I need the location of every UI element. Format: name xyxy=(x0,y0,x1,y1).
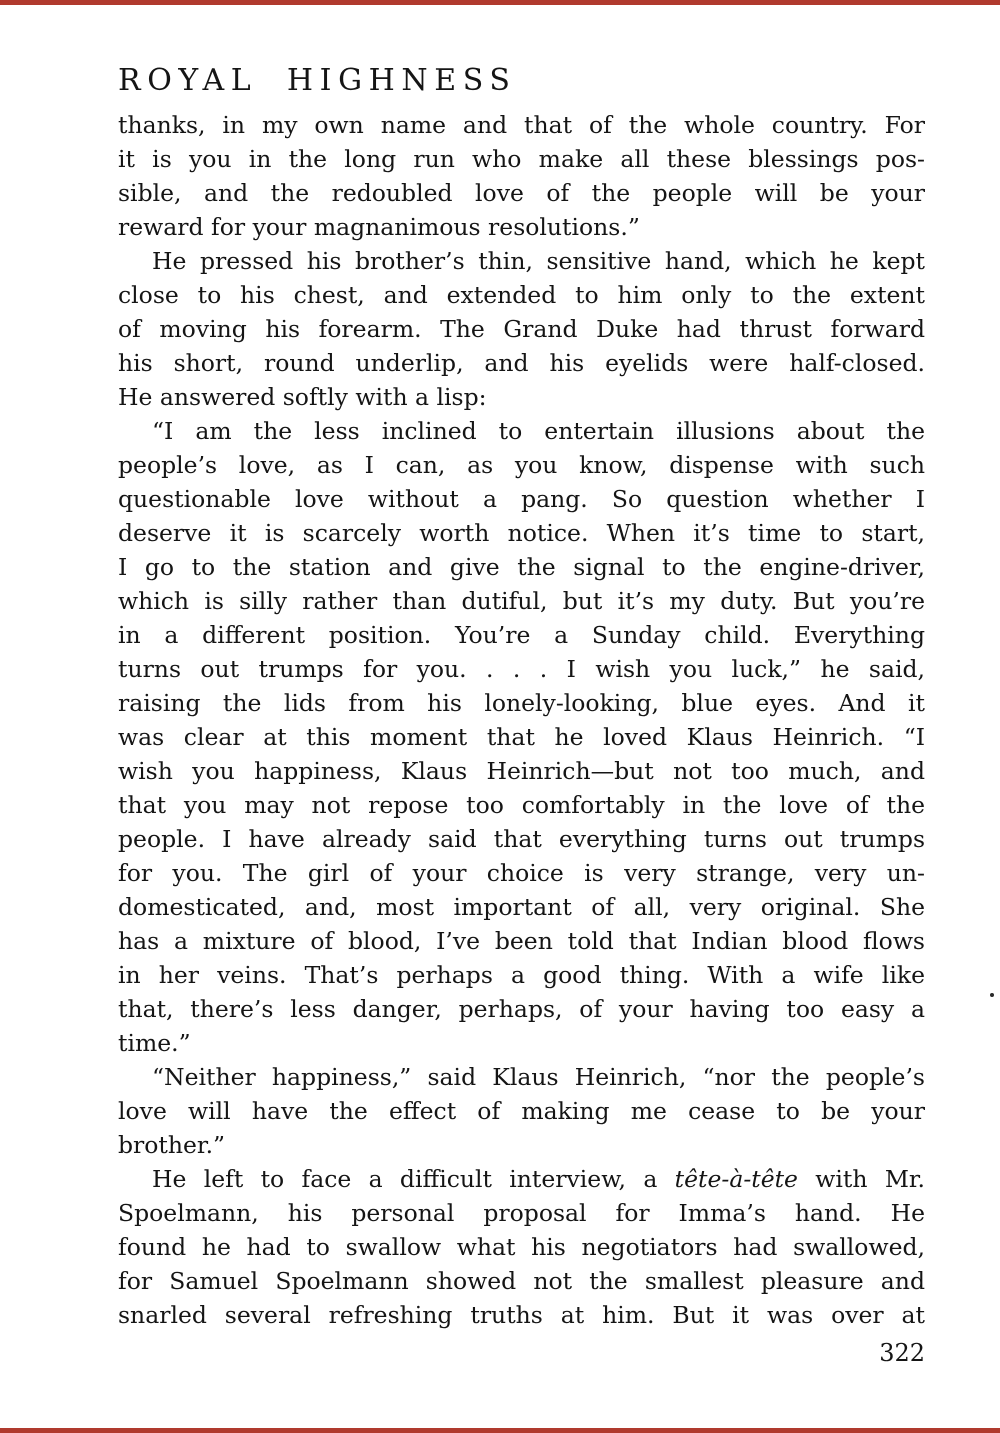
text-line: found he had to swallow what his negotiators had swallowed, xyxy=(118,1233,925,1261)
text-line: deserve it is scarcely worth notice. When it’s time to start, xyxy=(118,519,925,547)
text-line: which is silly rather than dutiful, but it’s my duty. But you’re xyxy=(118,587,925,615)
text-line: snarled several refreshing truths at him. But it was over at xyxy=(118,1301,925,1329)
text-line: time.” xyxy=(118,1029,191,1057)
text-line: in a different position. You’re a Sunday child. Everything xyxy=(118,621,925,649)
text-line: thanks, in my own name and that of the whole country. For xyxy=(118,111,925,139)
text-line: “I am the less inclined to entertain illusions about the xyxy=(152,417,925,445)
text-line: “Neither happiness,” said Klaus Heinrich, “nor the people’s xyxy=(152,1063,925,1091)
running-header: ROYAL HIGHNESS xyxy=(118,63,517,98)
text-line: was clear at this moment that he loved Klaus Heinrich. “I xyxy=(118,723,925,751)
text-line: turns out trumps for you. . . . I wish you luck,” he said, xyxy=(118,655,925,683)
paragraph xyxy=(118,244,925,414)
text-line: He answered softly with a lisp: xyxy=(118,383,487,411)
text-line: that, there’s less danger, perhaps, of your having too easy a xyxy=(118,995,925,1023)
text-line: love will have the effect of making me cease to be your xyxy=(118,1097,925,1125)
text-line: Spoelmann, his personal proposal for Imma’s hand. He xyxy=(118,1199,925,1227)
paragraph xyxy=(118,414,925,1060)
text-line: reward for your magnanimous resolutions.” xyxy=(118,213,640,241)
bottom-edge-rule xyxy=(0,1428,1000,1433)
text-line: domesticated, and, most important of all, very original. She xyxy=(118,893,925,921)
text-line: questionable love without a pang. So question whether I xyxy=(118,485,925,513)
page-number: 322 xyxy=(879,1339,925,1367)
text-line: I go to the station and give the signal to the engine-driver, xyxy=(118,553,925,581)
paragraph xyxy=(118,1162,925,1332)
text-line: of moving his forearm. The Grand Duke had thrust forward xyxy=(118,315,925,343)
text-line: it is you in the long run who make all these blessings pos- xyxy=(118,145,925,173)
text-line: for you. The girl of your choice is very strange, very un- xyxy=(118,859,925,887)
text-line: his short, round underlip, and his eyelids were half-closed. xyxy=(118,349,925,377)
text-line: for Samuel Spoelmann showed not the smallest pleasure and xyxy=(118,1267,925,1295)
text-line: wish you happiness, Klaus Heinrich—but not too much, and xyxy=(118,757,925,785)
text-line: people’s love, as I can, as you know, dispense with such xyxy=(118,451,925,479)
body-text xyxy=(118,108,925,1332)
text-line: has a mixture of blood, I’ve been told that Indian blood flows xyxy=(118,927,925,955)
text-line: brother.” xyxy=(118,1131,226,1159)
text-line: He left to face a difficult interview, a tête-à-tête with Mr. xyxy=(152,1165,925,1193)
text-line: people. I have already said that everything turns out trumps xyxy=(118,825,925,853)
text-line: that you may not repose too comfortably in the love of the xyxy=(118,791,925,819)
scan-speck xyxy=(990,993,994,997)
paragraph xyxy=(118,108,925,244)
paragraph xyxy=(118,1060,925,1162)
text-line: in her veins. That’s perhaps a good thing. With a wife like xyxy=(118,961,925,989)
text-line: sible, and the redoubled love of the people will be your xyxy=(118,179,925,207)
text-line: raising the lids from his lonely-looking, blue eyes. And it xyxy=(118,689,925,717)
top-edge-rule xyxy=(0,0,1000,5)
text-line: close to his chest, and extended to him only to the extent xyxy=(118,281,925,309)
text-line: He pressed his brother’s thin, sensitive hand, which he kept xyxy=(152,247,925,275)
